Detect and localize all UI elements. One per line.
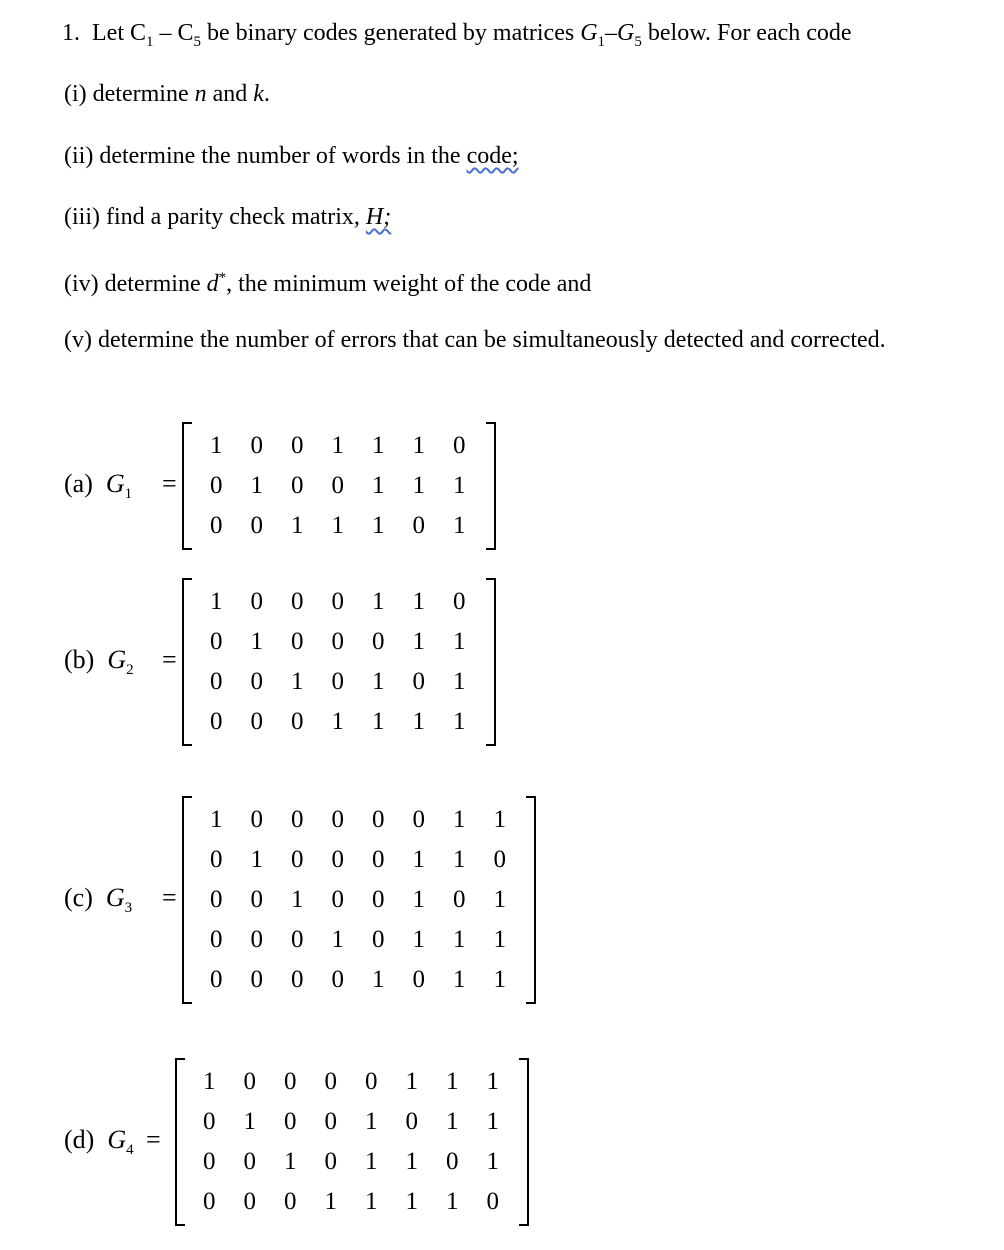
matrix-label-3: (d) $G_4$ [64, 1125, 134, 1159]
matrix-entry: 0 [203, 1188, 216, 1215]
matrix-entry: 1 [486, 1108, 499, 1135]
part-v: (v) determine the number of errors that can be simultaneously detected and corrected. [64, 327, 886, 353]
spellcheck-word-code: code; [466, 143, 519, 169]
matrix-entry: 0 [210, 886, 223, 913]
matrix-entry: 0 [291, 432, 304, 459]
matrix-entry: 1 [331, 432, 344, 459]
matrix-entry: 0 [331, 886, 344, 913]
matrix-entry: 1 [291, 886, 304, 913]
generator-matrix-2 [182, 578, 496, 746]
matrix-entry: 0 [453, 886, 466, 913]
right-bracket [519, 1058, 529, 1226]
matrix-entry: 1 [372, 588, 385, 615]
matrix-entry: 1 [453, 668, 466, 695]
matrix-entry: 0 [291, 846, 304, 873]
matrix-entry: 1 [210, 432, 223, 459]
matrix-entry: 0 [412, 806, 425, 833]
matrix-entry: 0 [453, 588, 466, 615]
left-bracket [182, 796, 192, 1004]
matrix-entry: 0 [203, 1108, 216, 1135]
matrix-equals-2: = [162, 883, 177, 912]
matrix-entry: 0 [324, 1068, 337, 1095]
matrix-entry: 0 [250, 432, 263, 459]
matrix-entry: 0 [210, 708, 223, 735]
matrix-entry: 1 [210, 806, 223, 833]
matrix-entry: 1 [453, 708, 466, 735]
matrix-equals-0: = [162, 469, 177, 498]
matrix-entry: 0 [291, 926, 304, 953]
right-bracket [486, 422, 496, 550]
part-iv: (iv) determine d*, the minimum weight of the code and [64, 270, 592, 297]
matrix-entry: 0 [250, 966, 263, 993]
matrix-entry: 1 [493, 886, 506, 913]
matrix-entry: 1 [365, 1148, 378, 1175]
matrix-entry: 0 [243, 1068, 256, 1095]
matrix-entry: 1 [493, 806, 506, 833]
matrix-entry: 1 [250, 628, 263, 655]
generator-matrix-1 [182, 422, 496, 550]
matrix-entry: 0 [243, 1148, 256, 1175]
matrix-entry: 1 [486, 1148, 499, 1175]
matrix-entry: 0 [365, 1068, 378, 1095]
matrix-equals-1: = [162, 645, 177, 674]
matrix-entry: 1 [412, 886, 425, 913]
matrix-entry: 0 [446, 1148, 459, 1175]
matrix-entry: 1 [372, 512, 385, 539]
matrix-entry: 1 [250, 472, 263, 499]
matrix-entry: 1 [291, 512, 304, 539]
matrix-entry: 0 [486, 1188, 499, 1215]
matrix-entry: 1 [405, 1148, 418, 1175]
matrix-label-1: (b) $G_2$ [64, 645, 134, 679]
right-bracket [526, 796, 536, 1004]
left-bracket [182, 578, 192, 746]
matrix-entry: 0 [243, 1188, 256, 1215]
matrix-entry: 1 [372, 708, 385, 735]
matrix-entry: 0 [250, 926, 263, 953]
matrix-entry: 0 [250, 668, 263, 695]
matrix-entry: 0 [291, 628, 304, 655]
matrix-entry: 1 [412, 432, 425, 459]
matrix-entry: 1 [372, 472, 385, 499]
matrix-entry: 1 [291, 668, 304, 695]
matrix-entry: 0 [250, 886, 263, 913]
matrix-entry: 1 [331, 926, 344, 953]
matrix-entry: 1 [493, 926, 506, 953]
matrix-entry: 0 [331, 966, 344, 993]
matrix-entry: 0 [412, 512, 425, 539]
matrix-entry: 0 [372, 806, 385, 833]
matrix-entry: 1 [453, 846, 466, 873]
matrix-entry: 1 [331, 708, 344, 735]
matrix-entry: 0 [250, 588, 263, 615]
matrix-entry: 1 [331, 512, 344, 539]
matrix-entry: 0 [210, 512, 223, 539]
matrix-entry: 0 [331, 668, 344, 695]
matrix-entry: 0 [210, 926, 223, 953]
matrix-entry: 0 [372, 926, 385, 953]
matrix-entry: 0 [412, 966, 425, 993]
matrix-entry: 0 [210, 628, 223, 655]
left-bracket [182, 422, 192, 550]
matrix-entry: 1 [250, 846, 263, 873]
matrix-entry: 1 [203, 1068, 216, 1095]
matrix-entry: 0 [372, 628, 385, 655]
matrix-entry: 1 [210, 588, 223, 615]
matrix-entry: 0 [291, 966, 304, 993]
matrix-entry: 1 [453, 926, 466, 953]
matrix-entry: 0 [453, 432, 466, 459]
matrix-entry: 1 [324, 1188, 337, 1215]
matrix-entry: 0 [331, 846, 344, 873]
generator-matrix-3 [182, 796, 536, 1004]
matrix-entry: 1 [412, 588, 425, 615]
matrix-entry: 0 [493, 846, 506, 873]
matrix-entry: 1 [486, 1068, 499, 1095]
generator-matrix-4 [175, 1058, 529, 1226]
matrix-entry: 0 [412, 668, 425, 695]
matrix-entry: 0 [372, 886, 385, 913]
matrix-entry: 1 [412, 926, 425, 953]
matrix-entry: 1 [446, 1068, 459, 1095]
matrix-entry: 0 [331, 628, 344, 655]
matrix-entry: 1 [453, 628, 466, 655]
matrix-entry: 1 [493, 966, 506, 993]
right-bracket [486, 578, 496, 746]
matrix-entry: 1 [446, 1108, 459, 1135]
problem-number: 1. [62, 20, 80, 46]
matrix-label-2: (c) $G_3$ [64, 883, 133, 917]
matrix-entry: 0 [331, 472, 344, 499]
part-i: (i) determine n and k. [64, 81, 270, 107]
matrix-entry: 0 [291, 472, 304, 499]
matrix-entry: 1 [412, 846, 425, 873]
matrix-entry: 0 [291, 708, 304, 735]
matrix-equals-3: = [146, 1125, 161, 1154]
part-ii: (ii) determine the number of words in the code; [64, 143, 519, 169]
matrix-entry: 1 [405, 1188, 418, 1215]
matrix-entry: 0 [250, 512, 263, 539]
left-bracket [175, 1058, 185, 1226]
matrix-entry: 0 [324, 1108, 337, 1135]
matrix-entry: 1 [412, 708, 425, 735]
matrix-entry: 0 [250, 708, 263, 735]
matrix-entry: 1 [453, 512, 466, 539]
matrix-entry: 0 [331, 806, 344, 833]
matrix-entry: 1 [372, 432, 385, 459]
matrix-entry: 0 [284, 1188, 297, 1215]
matrix-entry: 0 [210, 472, 223, 499]
matrix-entry: 1 [243, 1108, 256, 1135]
spellcheck-word-h: H; [365, 204, 392, 230]
part-iii: (iii) find a parity check matrix, H; [64, 204, 392, 230]
matrix-entry: 0 [210, 668, 223, 695]
matrix-entry: 0 [331, 588, 344, 615]
matrix-entry: 1 [365, 1188, 378, 1215]
matrix-entry: 1 [412, 628, 425, 655]
matrix-entry: 0 [291, 806, 304, 833]
matrix-entry: 0 [372, 846, 385, 873]
matrix-entry: 1 [412, 472, 425, 499]
matrix-entry: 1 [372, 966, 385, 993]
matrix-entry: 1 [405, 1068, 418, 1095]
matrix-entry: 1 [453, 472, 466, 499]
matrix-entry: 0 [284, 1108, 297, 1135]
matrix-entry: 0 [284, 1068, 297, 1095]
matrix-label-0: (a) $G_1$ [64, 469, 133, 503]
problem-intro: 1. Let $C_1 - C_5$ be binary codes generated by matrices $G_1-G_5$ below. For each code [62, 20, 852, 50]
matrix-entry: 0 [203, 1148, 216, 1175]
matrix-entry: 1 [446, 1188, 459, 1215]
matrix-entry: 0 [291, 588, 304, 615]
matrix-entry: 1 [372, 668, 385, 695]
matrix-entry: 0 [324, 1148, 337, 1175]
matrix-entry: 1 [453, 966, 466, 993]
matrix-entry: 1 [365, 1108, 378, 1135]
matrix-entry: 1 [453, 806, 466, 833]
matrix-entry: 0 [250, 806, 263, 833]
matrix-entry: 0 [210, 846, 223, 873]
matrix-entry: 0 [210, 966, 223, 993]
matrix-entry: 1 [284, 1148, 297, 1175]
matrix-entry: 0 [405, 1108, 418, 1135]
